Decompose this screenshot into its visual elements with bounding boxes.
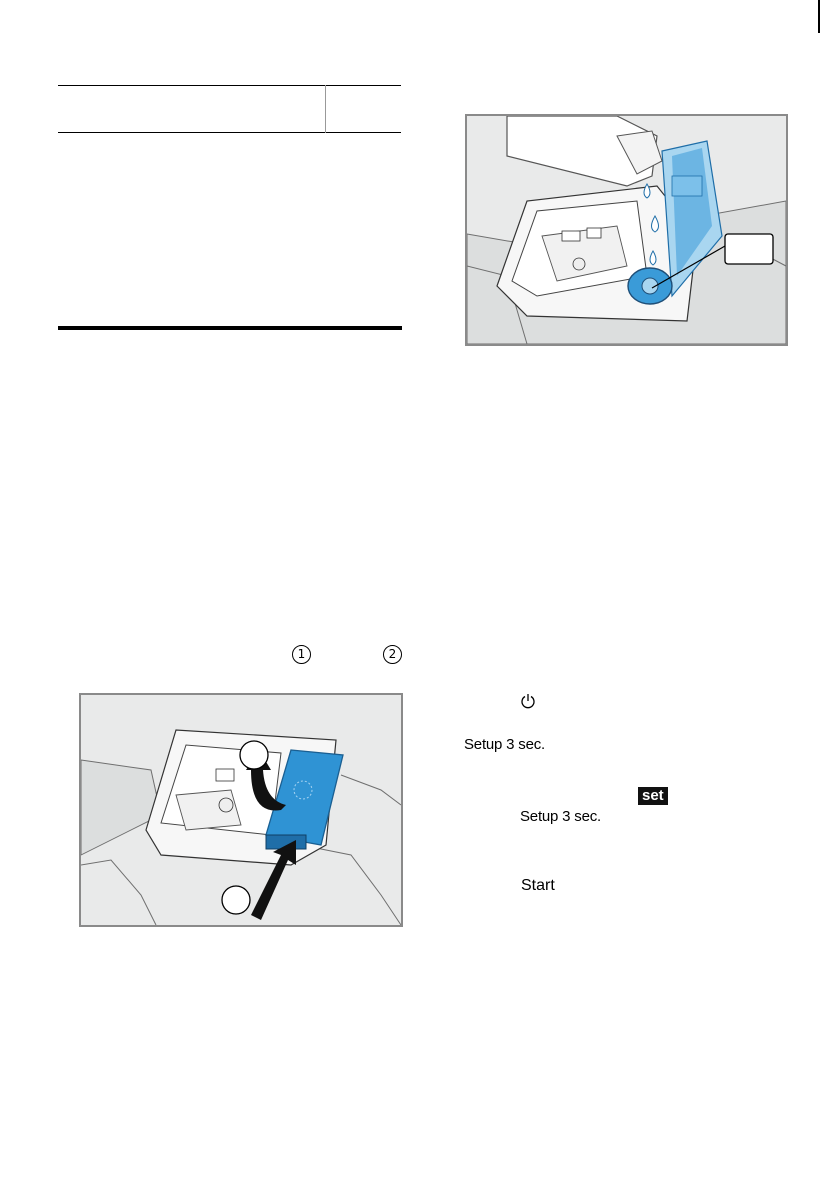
open-dispenser-figure xyxy=(79,693,403,927)
callout-circle-2 xyxy=(222,886,250,914)
open-dispenser-illustration xyxy=(81,695,401,925)
rinse-aid-refill-illustration xyxy=(467,116,786,344)
setup-label-1: Setup 3 sec. xyxy=(464,736,545,753)
set-badge: set xyxy=(638,787,668,805)
step-marker-2: 2 xyxy=(383,645,402,664)
rinse-aid-refill-figure xyxy=(465,114,788,346)
table-mid-rule xyxy=(58,132,401,133)
start-label: Start xyxy=(521,877,555,894)
table-column-divider xyxy=(325,85,326,133)
step-marker-1: 1 xyxy=(292,645,311,664)
page-edge-marker xyxy=(818,0,820,33)
callout-circle-1 xyxy=(240,741,268,769)
callout-label-box xyxy=(725,234,773,264)
section-heading-rule xyxy=(58,326,402,330)
setup-label-2: Setup 3 sec. xyxy=(520,808,601,825)
power-icon xyxy=(520,693,536,715)
table-top-rule xyxy=(58,85,401,86)
